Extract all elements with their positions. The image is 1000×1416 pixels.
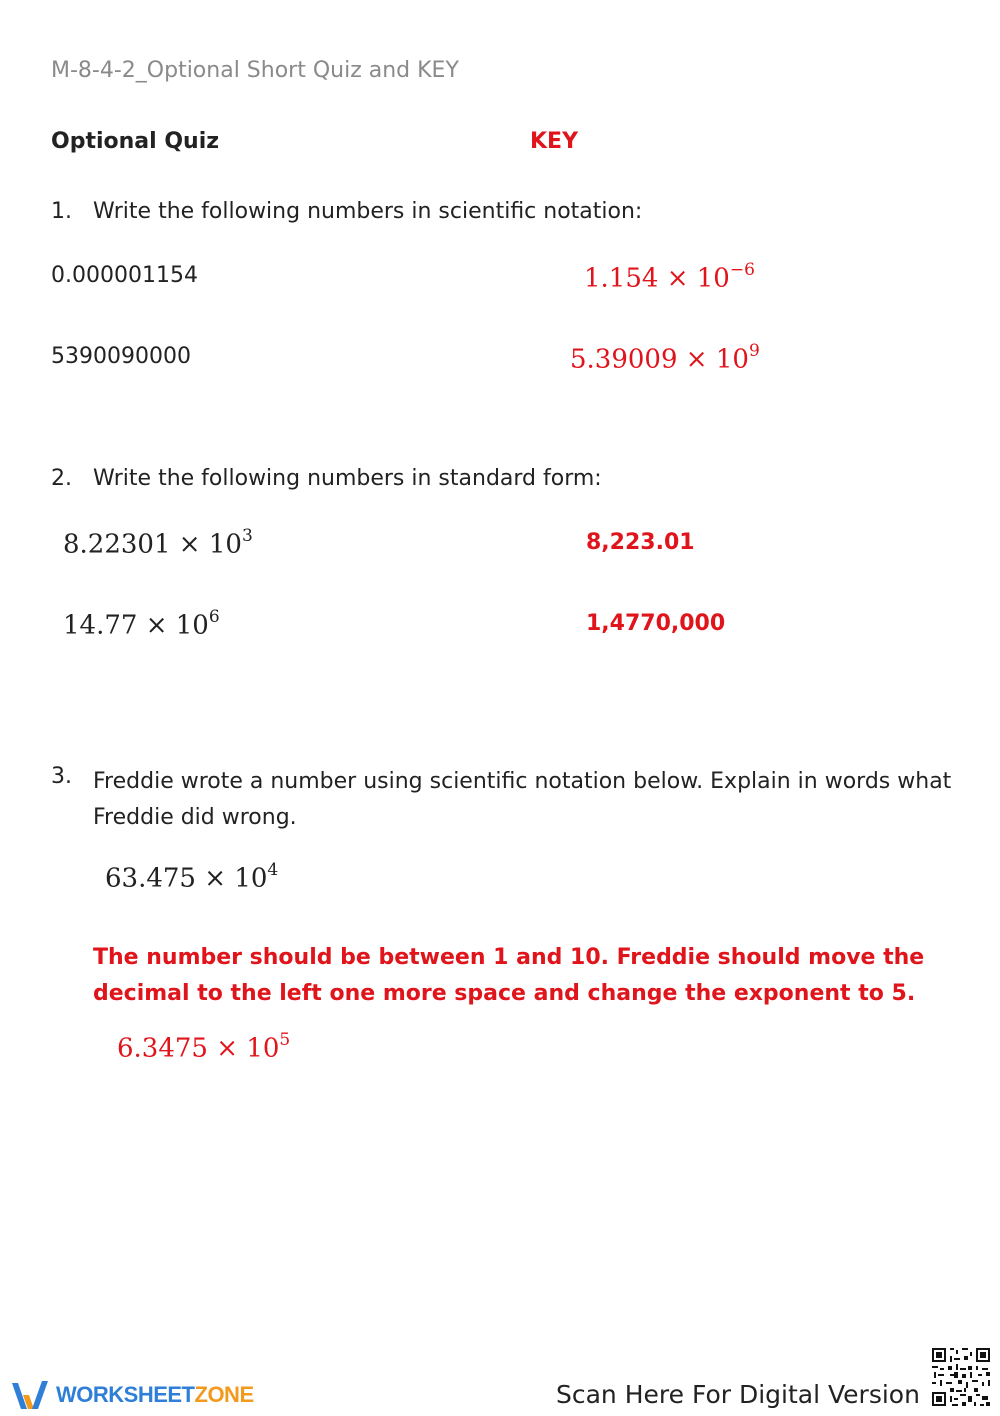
q2-item-2-expression: [63, 609, 220, 641]
q1-item-2-answer-exponent: 9: [748, 341, 760, 361]
question-2-text: Write the following numbers in standard form:: [93, 466, 602, 491]
times-symbol: ×: [666, 263, 689, 294]
q1-item-1-answer: [584, 262, 755, 294]
q3-answer-exponent: 5: [279, 1030, 291, 1050]
base-ten: 10: [234, 863, 268, 894]
q2-item-2-answer: 1,4770,000: [586, 611, 726, 636]
q1-item-2-answer-mantissa: 5.39009: [570, 344, 678, 375]
worksheetzone-w-icon: [10, 1377, 50, 1413]
question-2-number: 2.: [51, 466, 72, 491]
q1-item-1-number: 0.000001154: [51, 263, 198, 288]
times-symbol: ×: [145, 610, 168, 641]
q1-item-1-answer-exponent: −6: [729, 260, 755, 280]
q3-mantissa: 63.475: [105, 863, 196, 894]
document-title: M-8-4-2_Optional Short Quiz and KEY: [51, 58, 459, 83]
q3-exponent: 4: [267, 860, 279, 880]
times-symbol: ×: [204, 863, 227, 894]
question-1-number: 1.: [51, 199, 72, 224]
logo-word-zone: ZONE: [194, 1382, 254, 1407]
times-symbol: ×: [178, 529, 201, 560]
q1-item-2-number: 5390090000: [51, 344, 191, 369]
q1-item-1-answer-mantissa: 1.154: [584, 263, 659, 294]
q2-item-2-mantissa: 14.77: [63, 610, 138, 641]
logo-word-worksheet: WORKSHEET: [56, 1382, 195, 1407]
q2-item-1-answer: 8,223.01: [586, 530, 695, 555]
q1-item-2-answer: [570, 343, 760, 375]
q2-item-1-expression: [63, 528, 253, 560]
q3-answer-mantissa: 6.3475: [117, 1033, 208, 1064]
base-ten: 10: [696, 263, 730, 294]
logo-wordmark: [56, 1382, 254, 1408]
worksheetzone-logo[interactable]: [10, 1377, 254, 1413]
question-1-text: Write the following numbers in scientific notation:: [93, 199, 643, 224]
q3-answer: [117, 1032, 290, 1064]
qr-code-icon[interactable]: [928, 1344, 994, 1410]
times-symbol: ×: [216, 1033, 239, 1064]
q2-item-2-exponent: 6: [208, 607, 220, 627]
q3-expression: [105, 862, 278, 894]
question-3-text: Freddie wrote a number using scientific notation below. Explain in words what Freddie did wrong.: [93, 769, 952, 830]
base-ten: 10: [175, 610, 209, 641]
base-ten: 10: [208, 529, 242, 560]
times-symbol: ×: [685, 344, 708, 375]
scan-instruction: Scan Here For Digital Version: [556, 1380, 920, 1409]
quiz-heading: Optional Quiz: [51, 129, 220, 154]
q2-item-1-exponent: 3: [241, 526, 253, 546]
q3-explanation: The number should be between 1 and 10. Freddie should move the decimal to the left one more space and change the exponent to 5.: [93, 945, 925, 1006]
base-ten: 10: [715, 344, 749, 375]
base-ten: 10: [246, 1033, 280, 1064]
q2-item-1-mantissa: 8.22301: [63, 529, 171, 560]
question-3-number: 3.: [51, 764, 72, 789]
key-heading: KEY: [530, 129, 579, 154]
